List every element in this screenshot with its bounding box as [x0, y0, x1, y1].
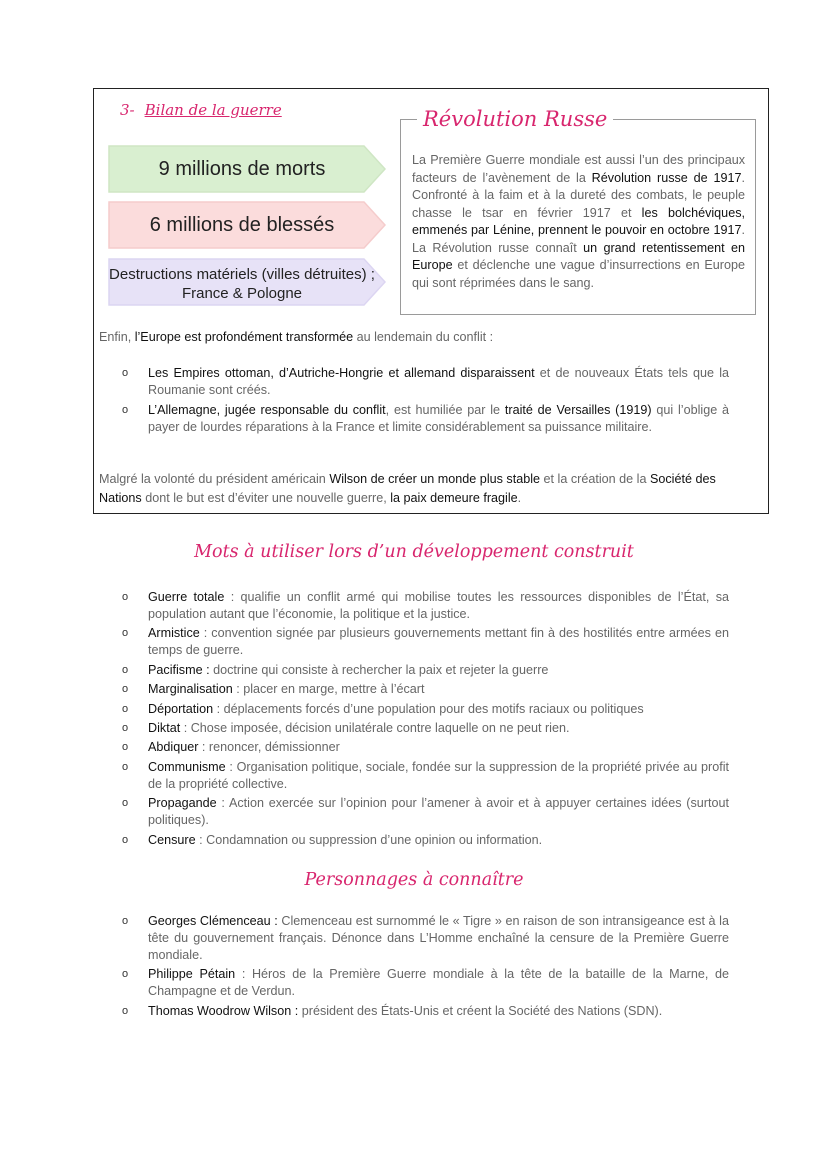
- text-run: qui l’oblige à payer de lourdes réparations à la France et limite considérablement sa puissance militaire.: [148, 403, 730, 434]
- term: Déportation: [148, 701, 214, 716]
- text-run: , est humiliée par le: [385, 403, 505, 417]
- emphasis-text: traité de Versailles (1919): [504, 403, 652, 417]
- revolution-text: [412, 152, 745, 292]
- bullet-icon: o: [122, 627, 129, 640]
- definition: : convention signée par plusieurs gouvernements mettant fin à des hostilités entre armées en temps de guerre.: [148, 626, 729, 658]
- list-item: [122, 795, 729, 829]
- bullet-icon: o: [122, 404, 129, 416]
- list-item: [122, 589, 729, 623]
- section-number: 3-: [120, 101, 135, 119]
- stat-arrow-destructions: [108, 258, 386, 306]
- definition: : renoncer, démissionner: [198, 740, 340, 755]
- emphasis-text: la paix demeure fragile: [390, 491, 518, 505]
- definition: Clemenceau est surnommé le « Tigre » en raison de son intransigeance est à la tête du gouvernement français. Dénonce dans L’Homme enchaîné la censure de la Première Guerre mondiale.: [148, 914, 729, 962]
- bullet-icon: o: [122, 702, 129, 715]
- definition: : Héros de la Première Guerre mondiale à la tête de la bataille de la Marne, de Champagne et de Verdun.: [148, 967, 729, 999]
- revolution-title: Révolution Russe: [417, 107, 613, 131]
- europe-list: [122, 365, 729, 439]
- definition: président des États-Unis et créent la Société des Nations (SDN).: [298, 1003, 663, 1018]
- term: Pacifisme :: [148, 662, 210, 677]
- vocabulary-title: Mots à utiliser lors d’un développement construit: [194, 542, 634, 562]
- list-item: [122, 832, 729, 849]
- list-item: [122, 720, 729, 737]
- bullet-icon: o: [122, 741, 129, 754]
- term: Guerre totale: [148, 590, 225, 604]
- emphasis-text: Wilson de créer un monde plus stable: [329, 472, 541, 486]
- text-run: au lendemain du conflit :: [353, 330, 494, 344]
- list-item: [122, 1003, 729, 1020]
- definition: : Organisation politique, sociale, fondée sur la suppression de la propriété privée au profit de la propriété collective.: [148, 759, 729, 791]
- emphasis-text: l’Europe est profondément transformée: [134, 330, 354, 344]
- definition: : qualifie un conflit armé qui mobilise toutes les ressources disponibles de l’État, sa population autant que l’économie, la politique et la justice.: [148, 590, 729, 621]
- characters-title: Personnages à connaître: [304, 870, 524, 890]
- bullet-icon: o: [122, 760, 129, 773]
- list-item-text: [148, 366, 729, 397]
- definition: : placer en marge, mettre à l’écart: [232, 682, 425, 697]
- definition: : déplacements forcés d’une population pour des motifs raciaux ou politiques: [213, 701, 644, 716]
- text-run: .: [517, 491, 522, 505]
- term: Communisme: [148, 759, 226, 774]
- list-item: [122, 365, 729, 399]
- list-item-text: [148, 403, 729, 434]
- europe-intro: [99, 329, 759, 346]
- text-run: La Première Guerre mondiale est aussi l’un des principaux facteurs de l’avènement de la: [412, 153, 745, 185]
- text-run: Enfin,: [99, 330, 135, 344]
- definition: doctrine qui consiste à rechercher la paix et rejeter la guerre: [209, 662, 549, 677]
- bilan-heading: [120, 101, 282, 119]
- text-run: dont le but est d’éviter une nouvelle guerre,: [141, 491, 391, 505]
- bullet-icon: o: [122, 915, 129, 927]
- term: Marginalisation: [148, 682, 233, 697]
- term: Georges Clémenceau :: [148, 914, 278, 928]
- bullet-icon: o: [122, 1004, 129, 1017]
- list-item: [122, 739, 729, 756]
- list-item: [122, 625, 729, 659]
- definition: : Action exercée sur l’opinion pour l’amener à avoir et à appuyer certaines idées (surtout politiques).: [148, 796, 729, 828]
- list-item: [122, 662, 729, 679]
- text-run: . Confronté à la faim et à la dureté des combats, le peuple chasse le tsar en février 1917 et: [412, 170, 745, 220]
- list-item: [122, 913, 729, 964]
- term: Armistice: [148, 626, 200, 641]
- term: Abdiquer: [148, 740, 199, 755]
- list-item: [122, 966, 729, 1000]
- emphasis-text: les bolchéviques, emmenés par Lénine, prennent le pouvoir en octobre 1917: [412, 205, 745, 237]
- stat-arrow-deaths: [108, 145, 386, 193]
- text-run: . La Révolution russe connaît: [412, 223, 745, 255]
- vocabulary-list: [122, 589, 729, 851]
- text-run: et de nouveaux États tels que la Roumanie sont créés.: [148, 366, 730, 397]
- emphasis-text: Révolution russe de 1917: [591, 170, 742, 185]
- term: Censure: [148, 832, 196, 847]
- text-run: et déclenche une vague d’insurrections en Europe qui sont réprimées dans le sang.: [412, 258, 745, 290]
- list-item: [122, 681, 729, 698]
- definition: : Condamnation ou suppression d’une opinion ou information.: [195, 832, 543, 847]
- bullet-icon: o: [122, 721, 129, 734]
- bullet-icon: o: [122, 833, 129, 846]
- text-run: et la création de la: [540, 472, 650, 486]
- term: Diktat: [148, 720, 181, 735]
- emphasis-text: L’Allemagne, jugée responsable du conflit: [148, 403, 386, 417]
- conclusion-paragraph: [99, 470, 759, 508]
- text-run: Malgré la volonté du président américain: [99, 472, 330, 486]
- stat-label: 9 millions de morts: [158, 157, 326, 180]
- stat-label: Destructions matériels (villes détruites) ; France & Pologne: [109, 266, 375, 302]
- term: Philippe Pétain: [148, 967, 236, 982]
- list-item: [122, 402, 729, 436]
- bullet-icon: o: [122, 663, 129, 676]
- emphasis-text: Les Empires ottoman, d’Autriche-Hongrie et allemand disparaissent: [148, 366, 535, 380]
- bullet-icon: o: [122, 367, 129, 379]
- list-item: [122, 759, 729, 793]
- list-item: [122, 701, 729, 718]
- emphasis-text: un grand retentissement en Europe: [412, 240, 745, 272]
- bilan-title: Bilan de la guerre: [144, 101, 282, 119]
- characters-list: [122, 913, 729, 1022]
- stat-arrow-wounded: [108, 201, 386, 249]
- definition: : Chose imposée, décision unilatérale contre laquelle on ne peut rien.: [180, 720, 570, 735]
- term: Thomas Woodrow Wilson :: [148, 1003, 299, 1018]
- bullet-icon: o: [122, 591, 129, 603]
- bullet-icon: o: [122, 797, 129, 810]
- stat-label: 6 millions de blessés: [149, 213, 335, 236]
- term: Propagande: [148, 796, 217, 811]
- emphasis-text: Société des Nations: [99, 472, 716, 505]
- bullet-icon: o: [122, 968, 129, 981]
- bullet-icon: o: [122, 683, 129, 696]
